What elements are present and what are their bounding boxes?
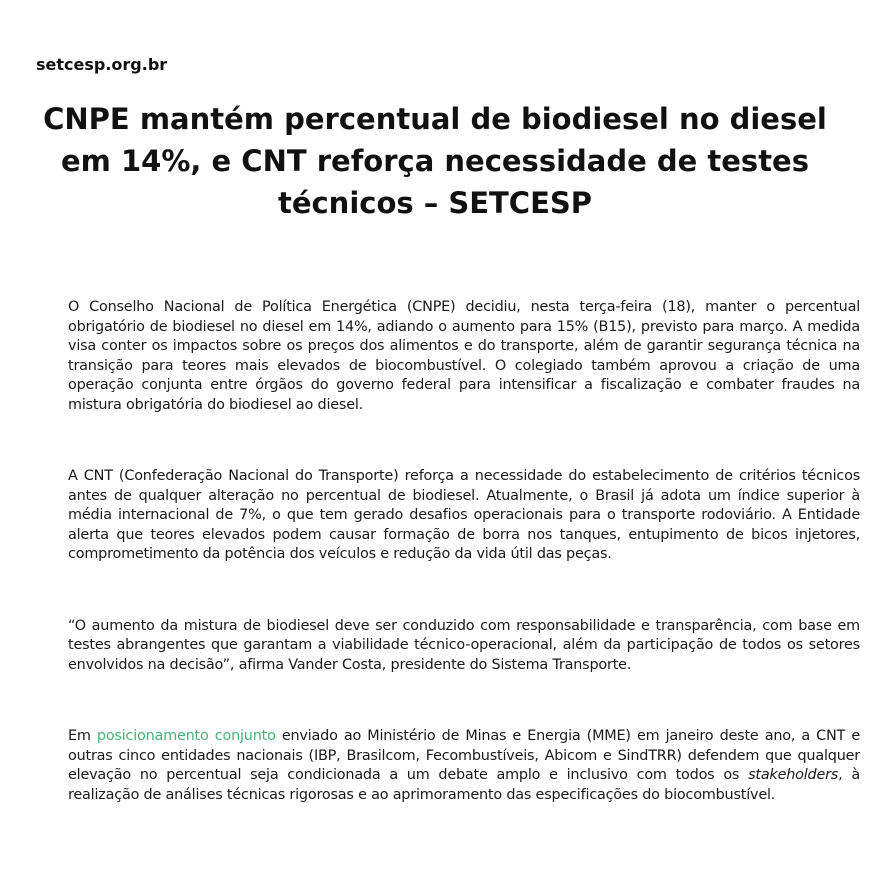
paragraph-2: A CNT (Confederação Nacional do Transporte) reforça a necessidade do estabelecimento de critérios técnicos antes de qualquer alteração no percentual de biodiesel. Atualmente, o Brasil já adota um índice superior à média internacional de 7%, o que tem gerado desafios operacionais para o transporte rodoviário. A Entidade alerta que teores elevados podem causar formação de borra nos tanques, entupimento de bicos injetores, comprometimento da potência dos veículos e redução da vida útil das peças. — [68, 468, 860, 562]
stakeholders-emphasis: stakeholders — [748, 767, 839, 783]
paragraph-4-suffix: , à realização de análises técnicas rigorosas e ao aprimoramento das especificações do biocombustível. — [68, 767, 860, 803]
site-domain: setcesp.org.br — [36, 55, 168, 74]
paragraph-4-prefix: Em — [68, 728, 97, 744]
paragraph-4 — [68, 727, 860, 805]
paragraph-3-quote: “O aumento da mistura de biodiesel deve ser conduzido com responsabilidade e transparência, com base em testes abrangentes que garantam a viabilidade técnico-operacional, além da participação de todos os setores envolvidos na decisão”, afirma Vander Costa, presidente do Sistema Transporte. — [68, 617, 860, 673]
posicionamento-conjunto-link[interactable]: posicionamento conjunto — [96, 728, 276, 744]
article-body — [68, 298, 860, 805]
article-title: CNPE mantém percentual de biodiesel no diesel em 14%, e CNT reforça necessidade de testes técnicos – SETCESP — [43, 102, 827, 220]
paragraph-1: O Conselho Nacional de Política Energética (CNPE) decidiu, nesta terça-feira (18), manter o percentual obrigatório de biodiesel no diesel em 14%, adiando o aumento para 15% (B15), previsto para março. A medida visa conter os impactos sobre os preços dos alimentos e do transporte, além de garantir segurança técnica na transição para teores mais elevados de biocombustível. O colegiado também aprovou a criação de uma operação conjunta entre órgãos do governo federal para intensificar a fiscalização e combater fraudes na mistura obrigatória do biodiesel ao diesel. — [68, 299, 860, 413]
paragraph-4-middle: enviado ao Ministério de Minas e Energia (MME) em janeiro deste ano, a CNT e outras cinco entidades nacionais (IBP, Brasilcom, Fecombustíveis, Abicom e SindTRR) defendem que qualquer elevação no percentual seja condicionada a um debate amplo e inclusivo com todos os — [68, 728, 860, 783]
